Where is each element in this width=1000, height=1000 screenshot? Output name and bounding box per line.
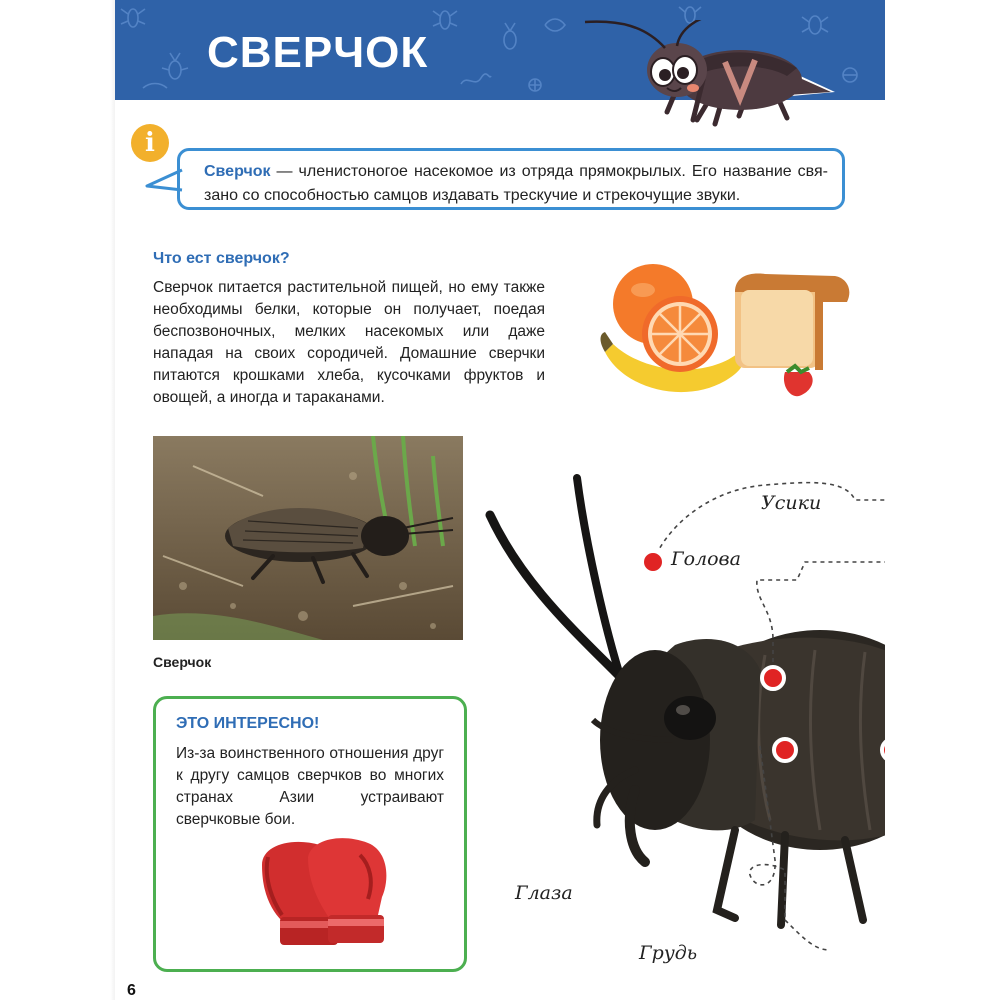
- definition-box: [177, 148, 845, 210]
- page-title: СВЕРЧОК: [207, 28, 429, 77]
- info-icon: i: [131, 124, 169, 162]
- interesting-fact-box: [153, 696, 467, 972]
- book-page: [115, 0, 885, 1000]
- food-icon: [585, 262, 855, 412]
- label-eyes: Глаза: [515, 882, 573, 904]
- diet-heading: Что ест сверчок?: [153, 250, 290, 267]
- definition-term: Сверчок: [204, 163, 271, 180]
- label-antennae: Усики: [761, 492, 822, 514]
- label-chest: Грудь: [639, 942, 698, 964]
- page-number: 6: [127, 982, 136, 999]
- photo-caption: Сверчок: [153, 654, 212, 670]
- interesting-text: Из-за воинственного отношения друг к другу самцов сверчков во многих странах Азии устраивают сверчковые бои.: [176, 745, 444, 828]
- label-head: Голова: [671, 548, 741, 570]
- diet-text: Сверчок питается растительной пищей, но ему также необходимы белки, которые он получает, поедая беспозвоночных, мелких насекомых или даже нападая на своих сородичей. Домашние сверчки питаются крошками хлеба, кусочками фруктов и овощей, а иногда и тараканами.: [153, 279, 545, 406]
- interesting-title: ЭТО ИНТЕРЕСНО!: [176, 715, 320, 732]
- cricket-photo: [153, 436, 463, 640]
- definition-text: — членистоногое насекомое из отряда прямокрылых. Его название связано со способностью самцов издавать трескучие и стрекочущие звуки.: [204, 163, 828, 204]
- cartoon-cricket-icon: [565, 20, 835, 155]
- boxing-gloves-icon: [242, 835, 392, 955]
